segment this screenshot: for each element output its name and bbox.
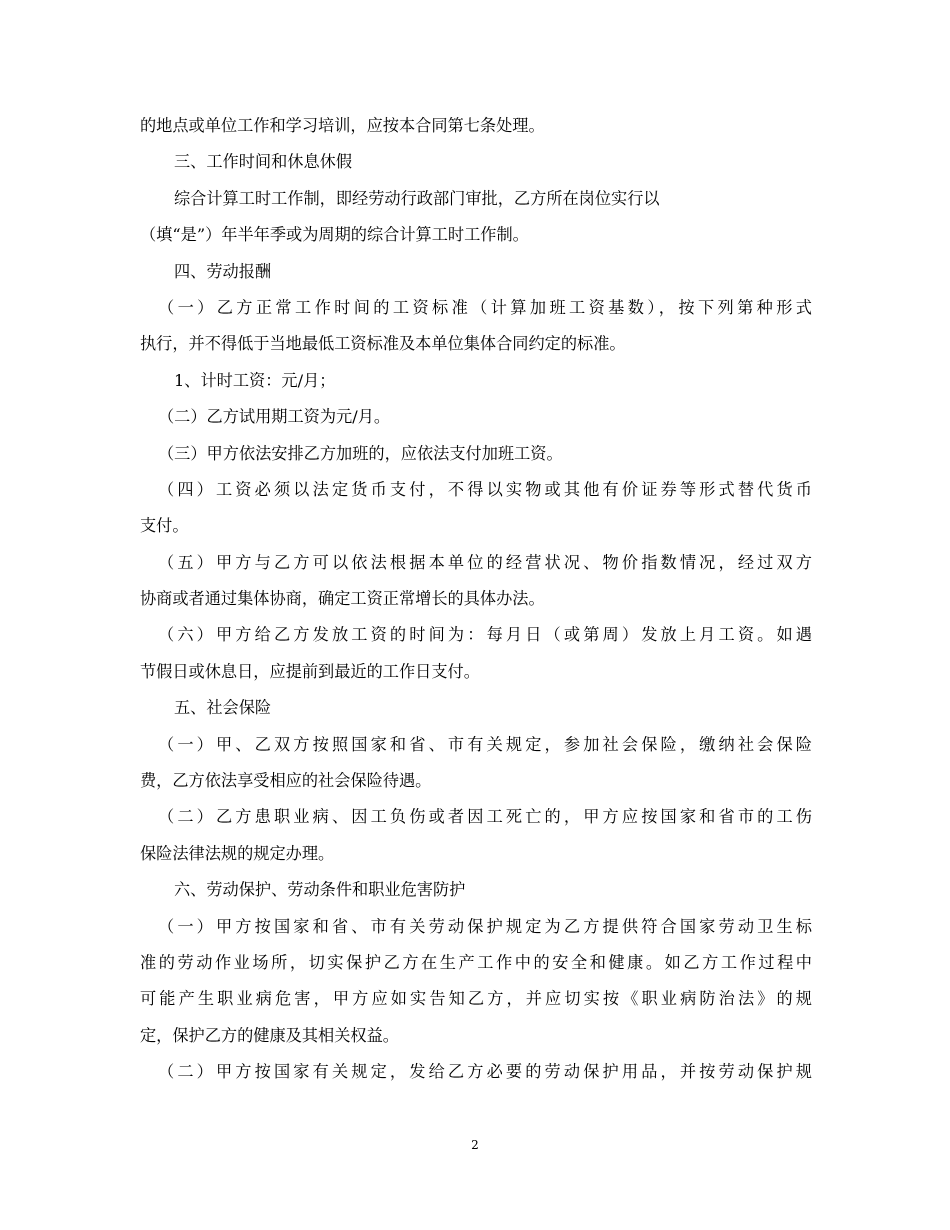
text-line: （二）甲方按国家有关规定，发给乙方必要的劳动保护用品，并按劳动保护规 bbox=[158, 1062, 812, 1082]
text-line: （四）工资必须以法定货币支付，不得以实物或其他有价证券等形式替代货币 bbox=[158, 479, 812, 499]
text-line: 节假日或休息日，应提前到最近的工作日支付。 bbox=[140, 661, 480, 681]
text-line: 三、工作时间和休息休假 bbox=[174, 152, 353, 172]
text-line: 综合计算工时工作制，即经劳动行政部门审批，乙方所在岗位实行以 bbox=[174, 188, 660, 208]
text-line: 四、劳动报酬 bbox=[174, 261, 272, 281]
text-line: 保险法律法规的规定办理。 bbox=[140, 843, 335, 863]
text-line: 1、计时工资：元/月； bbox=[174, 370, 336, 390]
text-line: 五、社会保险 bbox=[174, 698, 272, 718]
text-line: 定，保护乙方的健康及其相关权益。 bbox=[140, 1025, 399, 1045]
text-line: 准的劳动作业场所，切实保护乙方在生产工作中的安全和健康。如乙方工作过程中 bbox=[140, 952, 812, 972]
text-line: （六）甲方给乙方发放工资的时间为：每月日（或第周）发放上月工资。如遇 bbox=[158, 625, 812, 645]
text-line: 费，乙方依法享受相应的社会保险待遇。 bbox=[140, 771, 432, 791]
page-number: 2 bbox=[471, 1138, 479, 1152]
text-line: （二）乙方患职业病、因工负伤或者因工死亡的，甲方应按国家和省市的工伤 bbox=[158, 807, 812, 827]
text-line: （一）甲方按国家和省、市有关劳动保护规定为乙方提供符合国家劳动卫生标 bbox=[158, 916, 812, 936]
text-line: （五）甲方与乙方可以依法根据本单位的经营状况、物价指数情况，经过双方 bbox=[158, 552, 812, 572]
text-line: 支付。 bbox=[140, 516, 189, 536]
text-line: 的地点或单位工作和学习培训，应按本合同第七条处理。 bbox=[140, 116, 545, 135]
text-line: 可能产生职业病危害，甲方应如实告知乙方，并应切实按《职业病防治法》的规 bbox=[140, 989, 812, 1009]
text-line: 执行，并不得低于当地最低工资标准及本单位集体合同约定的标准。 bbox=[140, 334, 626, 354]
text-line: （一）乙方正常工作时间的工资标准（计算加班工资基数），按下列第种形式 bbox=[158, 297, 812, 317]
text-line: （三）甲方依法安排乙方加班的，应依法支付加班工资。 bbox=[158, 443, 563, 463]
text-line: 协商或者通过集体协商，确定工资正常增长的具体办法。 bbox=[140, 589, 545, 609]
document-body bbox=[140, 108, 812, 1091]
text-line: 六、劳动保护、劳动条件和职业危害防护 bbox=[174, 880, 466, 900]
text-line: （二）乙方试用期工资为元/月。 bbox=[158, 407, 391, 427]
text-line: （填“是”）年半年季或为周期的综合计算工时工作制。 bbox=[140, 225, 529, 245]
text-line: （一）甲、乙双方按照国家和省、市有关规定，参加社会保险，缴纳社会保险 bbox=[158, 734, 812, 754]
